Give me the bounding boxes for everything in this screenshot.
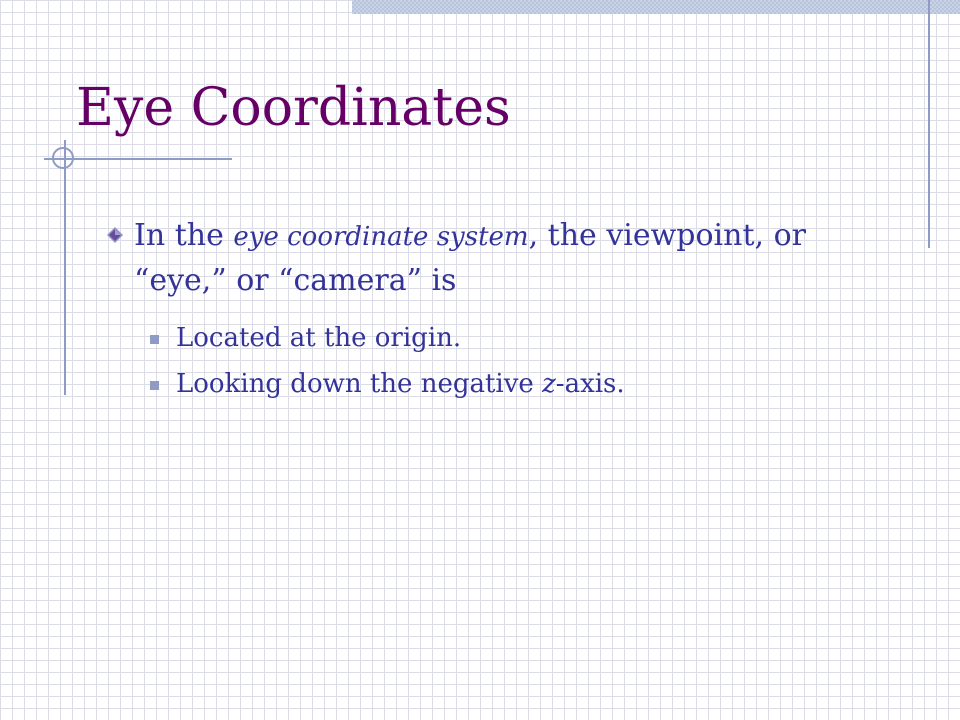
- title-circle-ornament: [52, 147, 74, 169]
- right-vertical-rule: [928, 0, 930, 248]
- sub-bullet-item: [148, 361, 864, 407]
- sub-bullet-suffix: -axis.: [555, 369, 625, 399]
- sub-bullet-text: Located at the origin.: [176, 323, 462, 353]
- sub-bullet-emphasis: z: [542, 369, 556, 399]
- sub-bullet-prefix: Looking down the negative: [176, 369, 543, 399]
- square-bullet-icon: [150, 335, 159, 344]
- diamond-bullet-icon: [106, 226, 124, 244]
- square-bullet-icon: [150, 381, 159, 390]
- left-vertical-rule: [64, 140, 66, 395]
- main-bullet-prefix: In the: [134, 218, 234, 253]
- main-bullet-item: [104, 214, 864, 303]
- top-decorative-bar: [352, 0, 960, 14]
- sub-bullet-item: [148, 315, 864, 361]
- slide-content: [104, 214, 864, 407]
- main-bullet-emphasis: eye coordinate system: [233, 222, 529, 252]
- sub-bullet-list: [104, 315, 864, 407]
- main-bullet-suffix: , the viewpoint, or “eye,” or “camera” is: [134, 218, 807, 298]
- slide-title: Eye Coordinates: [76, 78, 511, 138]
